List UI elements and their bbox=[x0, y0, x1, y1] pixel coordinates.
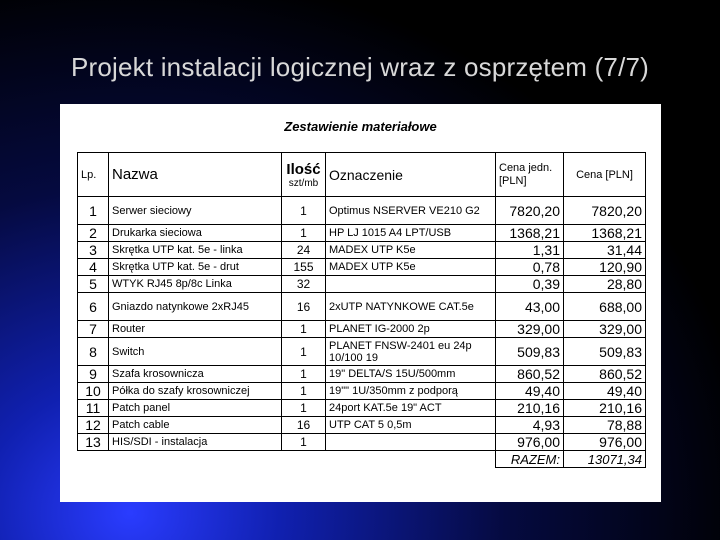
header-name: Nazwa bbox=[109, 153, 282, 197]
row-lp: 13 bbox=[78, 434, 109, 451]
header-unit-price: Cena jedn. [PLN] bbox=[496, 153, 564, 197]
row-total-price: 860,52 bbox=[564, 366, 646, 383]
row-qty: 1 bbox=[282, 321, 326, 338]
total-label: RAZEM: bbox=[496, 451, 564, 468]
row-mark: MADEX UTP K5e bbox=[326, 259, 496, 276]
row-mark bbox=[326, 276, 496, 293]
row-unit-price: 43,00 bbox=[496, 293, 564, 321]
table-row bbox=[78, 321, 646, 338]
row-qty: 16 bbox=[282, 293, 326, 321]
row-mark: 2xUTP NATYNKOWE CAT.5e bbox=[326, 293, 496, 321]
row-mark: PLANET IG-2000 2p bbox=[326, 321, 496, 338]
row-total-price: 7820,20 bbox=[564, 197, 646, 225]
row-total-price: 78,88 bbox=[564, 417, 646, 434]
row-mark: MADEX UTP K5e bbox=[326, 242, 496, 259]
total-row-spacer bbox=[78, 451, 496, 468]
table-row bbox=[78, 383, 646, 400]
row-total-price: 31,44 bbox=[564, 242, 646, 259]
header-qty-label: Ilość bbox=[286, 160, 321, 178]
row-lp: 12 bbox=[78, 417, 109, 434]
header-qty bbox=[282, 153, 326, 197]
row-qty: 1 bbox=[282, 434, 326, 451]
row-mark: 19" DELTA/S 15U/500mm bbox=[326, 366, 496, 383]
row-qty: 32 bbox=[282, 276, 326, 293]
row-total-price: 509,83 bbox=[564, 338, 646, 366]
row-name: Szafa krosownicza bbox=[109, 366, 282, 383]
table-row bbox=[78, 259, 646, 276]
table-row bbox=[78, 276, 646, 293]
row-lp: 3 bbox=[78, 242, 109, 259]
row-lp: 9 bbox=[78, 366, 109, 383]
header-qty-unit: szt/mb bbox=[288, 177, 319, 189]
row-qty: 1 bbox=[282, 400, 326, 417]
row-total-price: 28,80 bbox=[564, 276, 646, 293]
materials-table bbox=[77, 152, 646, 468]
row-unit-price: 49,40 bbox=[496, 383, 564, 400]
row-total-price: 976,00 bbox=[564, 434, 646, 451]
row-qty: 16 bbox=[282, 417, 326, 434]
row-unit-price: 860,52 bbox=[496, 366, 564, 383]
row-qty: 24 bbox=[282, 242, 326, 259]
row-name: Serwer sieciowy bbox=[109, 197, 282, 225]
row-qty: 155 bbox=[282, 259, 326, 276]
row-unit-price: 0,78 bbox=[496, 259, 564, 276]
row-name: WTYK RJ45 8p/8c Linka bbox=[109, 276, 282, 293]
row-qty: 1 bbox=[282, 338, 326, 366]
row-lp: 4 bbox=[78, 259, 109, 276]
row-unit-price: 509,83 bbox=[496, 338, 564, 366]
row-qty: 1 bbox=[282, 197, 326, 225]
table-row bbox=[78, 400, 646, 417]
table-header-row bbox=[78, 153, 646, 197]
row-mark: 19"" 1U/350mm z podporą bbox=[326, 383, 496, 400]
row-name: Półka do szafy krosowniczej bbox=[109, 383, 282, 400]
table-row bbox=[78, 417, 646, 434]
row-total-price: 49,40 bbox=[564, 383, 646, 400]
row-unit-price: 210,16 bbox=[496, 400, 564, 417]
document-heading: Zestawienie materiałowe bbox=[284, 119, 437, 134]
row-lp: 8 bbox=[78, 338, 109, 366]
row-total-price: 1368,21 bbox=[564, 225, 646, 242]
table-row bbox=[78, 242, 646, 259]
header-lp: Lp. bbox=[78, 153, 109, 197]
row-lp: 7 bbox=[78, 321, 109, 338]
row-lp: 1 bbox=[78, 197, 109, 225]
row-unit-price: 1368,21 bbox=[496, 225, 564, 242]
row-name: Skrętka UTP kat. 5e - linka bbox=[109, 242, 282, 259]
table-row bbox=[78, 225, 646, 242]
row-mark: Optimus NSERVER VE210 G2 bbox=[326, 197, 496, 225]
table-row bbox=[78, 434, 646, 451]
row-lp: 11 bbox=[78, 400, 109, 417]
row-total-price: 120,90 bbox=[564, 259, 646, 276]
row-name: Switch bbox=[109, 338, 282, 366]
row-name: Skrętka UTP kat. 5e - drut bbox=[109, 259, 282, 276]
row-mark: UTP CAT 5 0,5m bbox=[326, 417, 496, 434]
row-name: Patch panel bbox=[109, 400, 282, 417]
row-total-price: 688,00 bbox=[564, 293, 646, 321]
row-mark: 24port KAT.5e 19" ACT bbox=[326, 400, 496, 417]
row-qty: 1 bbox=[282, 225, 326, 242]
row-mark bbox=[326, 434, 496, 451]
row-unit-price: 0,39 bbox=[496, 276, 564, 293]
slide-title: Projekt instalacji logicznej wraz z osprzętem (7/7) bbox=[70, 52, 650, 82]
row-total-price: 210,16 bbox=[564, 400, 646, 417]
table-row bbox=[78, 293, 646, 321]
row-lp: 2 bbox=[78, 225, 109, 242]
grand-total: 13071,34 bbox=[564, 451, 646, 468]
row-total-price: 329,00 bbox=[564, 321, 646, 338]
row-name: Router bbox=[109, 321, 282, 338]
row-mark: HP LJ 1015 A4 LPT/USB bbox=[326, 225, 496, 242]
table-row bbox=[78, 197, 646, 225]
header-mark: Oznaczenie bbox=[326, 153, 496, 197]
row-lp: 5 bbox=[78, 276, 109, 293]
table-row bbox=[78, 366, 646, 383]
row-mark: PLANET FNSW-2401 eu 24p 10/100 19 bbox=[326, 338, 496, 366]
row-qty: 1 bbox=[282, 366, 326, 383]
row-unit-price: 329,00 bbox=[496, 321, 564, 338]
row-name: Drukarka sieciowa bbox=[109, 225, 282, 242]
document-panel bbox=[60, 104, 661, 502]
row-unit-price: 1,31 bbox=[496, 242, 564, 259]
table-total-row bbox=[78, 451, 646, 468]
row-unit-price: 7820,20 bbox=[496, 197, 564, 225]
row-lp: 10 bbox=[78, 383, 109, 400]
row-name: Gniazdo natynkowe 2xRJ45 bbox=[109, 293, 282, 321]
row-lp: 6 bbox=[78, 293, 109, 321]
row-unit-price: 976,00 bbox=[496, 434, 564, 451]
table-row bbox=[78, 338, 646, 366]
row-name: HIS/SDI - instalacja bbox=[109, 434, 282, 451]
row-qty: 1 bbox=[282, 383, 326, 400]
row-name: Patch cable bbox=[109, 417, 282, 434]
header-total-price: Cena [PLN] bbox=[564, 153, 646, 197]
row-unit-price: 4,93 bbox=[496, 417, 564, 434]
